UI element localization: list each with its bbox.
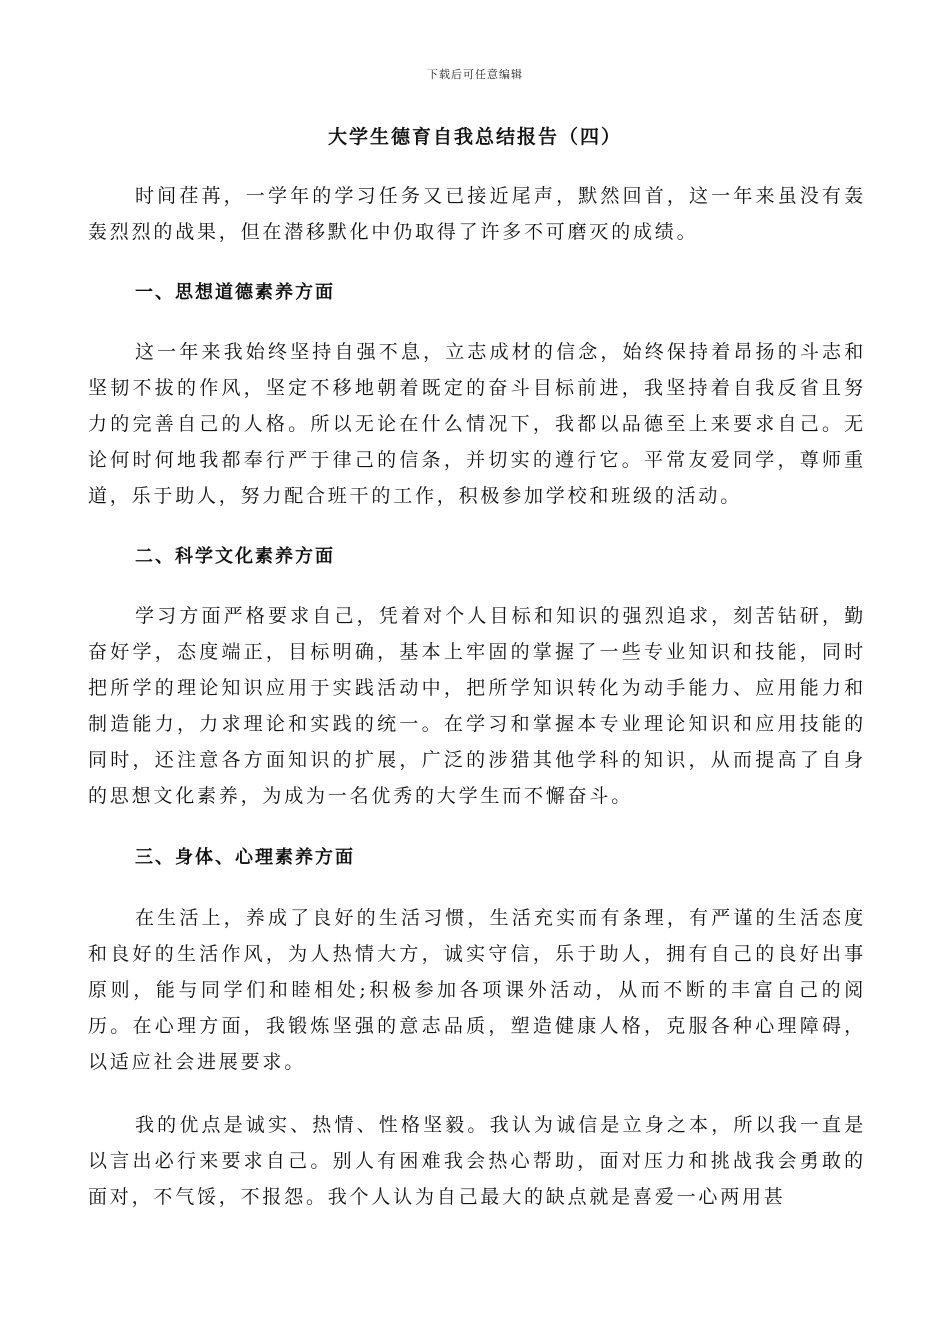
- section-paragraph-1: 这一年来我始终坚持自强不息，立志成材的信念，始终保持着昂扬的斗志和坚韧不拔的作风，坚定不移地朝着既定的奋斗目标前进，我坚持着自我反省且努力的完善自己的人格。所以无论在什么情况下，我都以品德至上来要求自己。无论何时何地我都奉行严于律己的信条，并切实的遵行它。平常友爱同学，尊师重道，乐于助人，努力配合班干的工作，积极参加学校和班级的活动。: [88, 341, 866, 507]
- document-title: 大学生德育自我总结报告（四）: [327, 126, 622, 148]
- section-paragraph-2: 学习方面严格要求自己，凭着对个人目标和知识的强烈追求，刻苦钻研，勤奋好学，态度端正，目标明确，基本上牢固的掌握了一些专业知识和技能，同时把所学的理论知识应用于实践活动中，把所学知识转化为动手能力、应用能力和制造能力，力求理论和实践的统一。在学习和掌握本专业理论知识和应用技能的同时，还注意各方面知识的扩展，广泛的涉猎其他学科的知识，从而提高了自身的思想文化素养，为成为一名优秀的大学生而不懈奋斗。: [88, 605, 866, 807]
- intro-paragraph: 时间荏苒，一学年的学习任务又已接近尾声，默然回首，这一年来虽没有轰轰烈烈的战果，但在潜移默化中仍取得了许多不可磨灭的成绩。: [88, 185, 866, 243]
- section-heading-3: 三、身体、心理素养方面: [135, 847, 355, 868]
- closing-paragraph: 我的优点是诚实、热情、性格坚毅。我认为诚信是立身之本，所以我一直是以言出必行来要求自己。别人有困难我会热心帮助，面对压力和挑战我会勇敢的面对，不气馁，不报怨。我个人认为自己最大的缺点就是喜爱一心两用甚: [88, 1114, 866, 1208]
- header-note: 下载后可任意编辑: [427, 68, 523, 81]
- section-heading-1: 一、思想道德素养方面: [135, 282, 335, 303]
- section-paragraph-3: 在生活上，养成了良好的生活习惯，生活充实而有条理，有严谨的生活态度和良好的生活作风，为人热情大方，诚实守信，乐于助人，拥有自己的良好出事原则，能与同学们和睦相处;积极参加各项课外活动，从而不断的丰富自己的阅历。在心理方面，我锻炼坚强的意志品质，塑造健康人格，克服各种心理障碍，以适应社会进展要求。: [88, 907, 866, 1073]
- section-heading-2: 二、科学文化素养方面: [135, 546, 335, 567]
